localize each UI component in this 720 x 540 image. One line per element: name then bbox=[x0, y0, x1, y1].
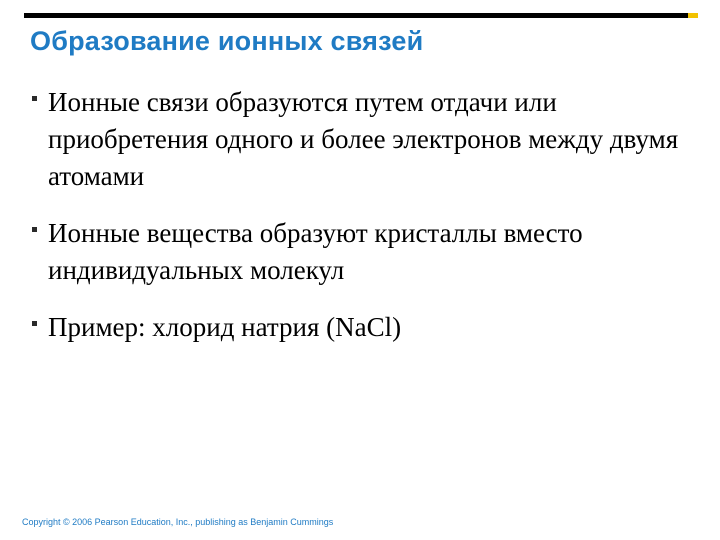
bullet-item bbox=[30, 84, 690, 195]
copyright-footer: Copyright © 2006 Pearson Education, Inc., publishing as Benjamin Cummings bbox=[22, 517, 334, 527]
bullet-item bbox=[30, 309, 690, 346]
bullet-text: Ионные связи образуются путем отдачи или приобретения одного и более электронов между двумя атомами bbox=[48, 87, 679, 191]
bullet-item bbox=[30, 215, 690, 289]
bullet-marker-icon bbox=[32, 96, 37, 101]
bullet-marker-icon bbox=[32, 227, 37, 232]
top-divider bbox=[24, 13, 698, 18]
bullet-text: Пример: хлорид натрия (NaCl) bbox=[48, 312, 402, 342]
bullet-list bbox=[30, 84, 690, 366]
divider-accent bbox=[688, 13, 698, 18]
bullet-text: Ионные вещества образуют кристаллы вместо индивидуальных молекул bbox=[48, 218, 583, 285]
slide-title: Образование ионных связей bbox=[30, 26, 424, 56]
bullet-marker-icon bbox=[32, 321, 37, 326]
